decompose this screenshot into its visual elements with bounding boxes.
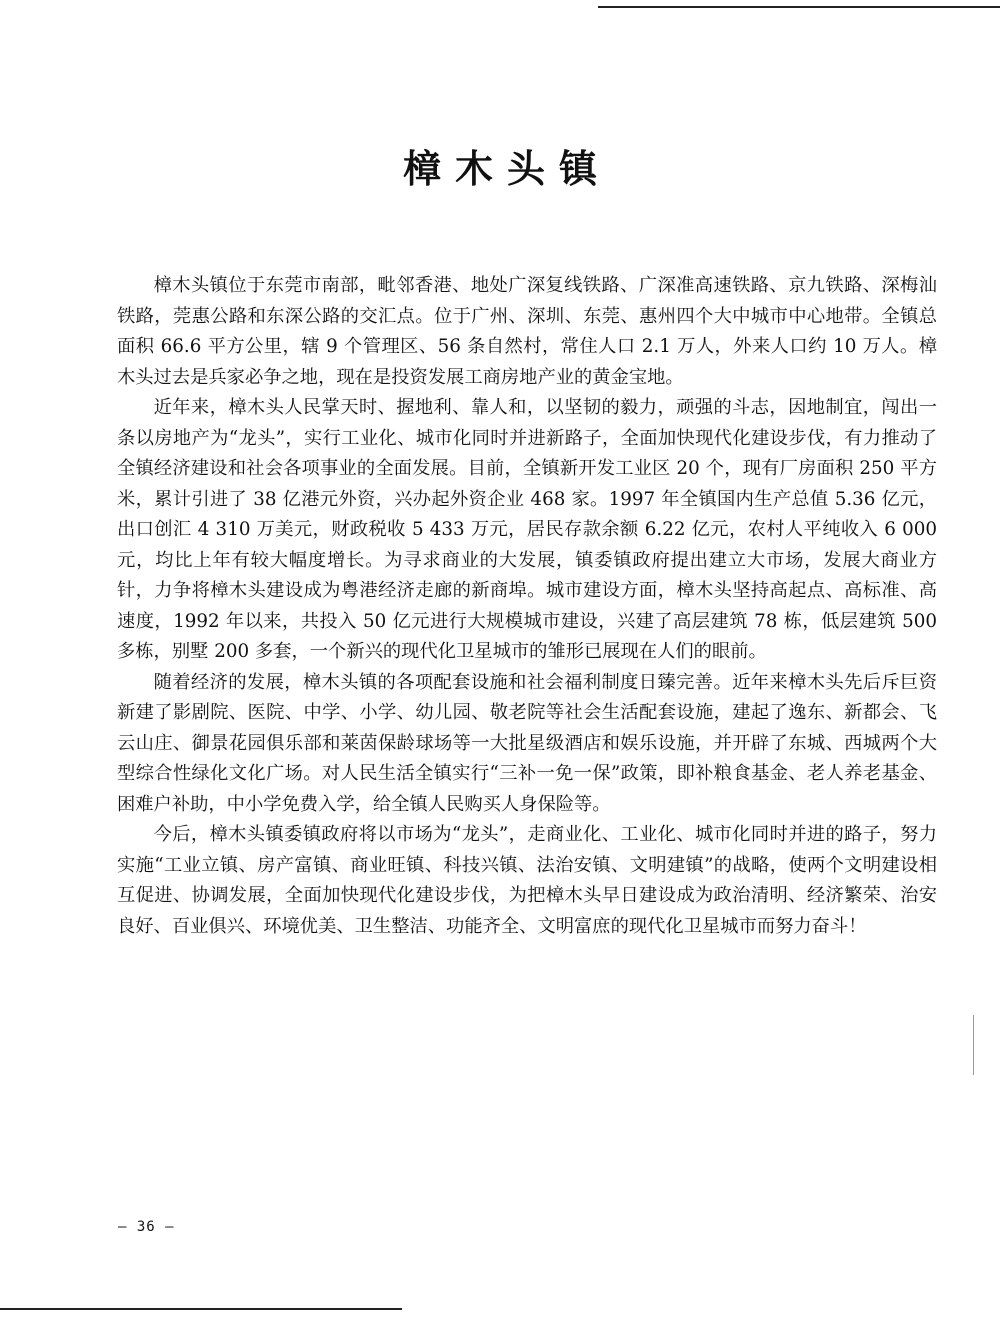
paragraph-2: 近年来，樟木头人民掌天时、握地利、靠人和，以坚韧的毅力，顽强的斗志，因地制宜，闯出一条以房地产为“龙头”，实行工业化、城市化同时并进新路子，全面加快现代化建设步伐，有力推动了全镇经济建设和社会各项事业的全面发展。目前，全镇新开发工业区 20 个，现有厂房面积 250 平方米，累计引进了 38 亿港元外资，兴办起外资企业 468 家。1997 年全镇国内生产总值 5.36 亿元，出口创汇 4 310 万美元，财政税收 5 433 万元，居民存款余额 6.22 亿元，农村人平纯收入 6 000 元，均比上年有较大幅度增长。为寻求商业的大发展，镇委镇政府提出建立大市场，发展大商业方针，力争将樟木头建设成为粤港经济走廊的新商埠。城市建设方面，樟木头坚持高起点、高标准、高速度，1992 年以来，共投入 50 亿元进行大规模城市建设，兴建了高层建筑 78 栋，低层建筑 500 多栋，别墅 200 多套，一个新兴的现代化卫星城市的雏形已展现在人们的眼前。: [117, 397, 937, 662]
article-body: [117, 271, 937, 942]
page-number: — 36 —: [118, 1219, 175, 1235]
scan-edge-mark: [973, 1015, 974, 1075]
page-title: 樟木头镇: [402, 146, 611, 191]
paragraph-3: 随着经济的发展，樟木头镇的各项配套设施和社会福利制度日臻完善。近年来樟木头先后斥巨资新建了影剧院、医院、中学、小学、幼儿园、敬老院等社会生活配套设施，建起了逸东、新都会、飞云山庄、御景花园俱乐部和莱茵保龄球场等一大批星级酒店和娱乐设施，并开辟了东城、西城两个大型综合性绿化文化广场。对人民生活全镇实行“三补一免一保”政策，即补粮食基金、老人养老基金、困难户补助，中小学免费入学，给全镇人民购买人身保险等。: [117, 671, 937, 815]
paragraph-1: 樟木头镇位于东莞市南部，毗邻香港、地处广深复线铁路、广深准高速铁路、京九铁路、深梅汕铁路，莞惠公路和东深公路的交汇点。位于广州、深圳、东莞、惠州四个大中城市中心地带。全镇总面积 66.6 平方公里，辖 9 个管理区、56 条自然村，常住人口 2.1 万人，外来人口约 10 万人。樟木头过去是兵家必争之地，现在是投资发展工商房地产业的黄金宝地。: [117, 275, 937, 388]
paragraph-4: 今后，樟木头镇委镇政府将以市场为“龙头”，走商业化、工业化、城市化同时并进的路子，努力实施“工业立镇、房产富镇、商业旺镇、科技兴镇、法治安镇、文明建镇”的战略，使两个文明建设相互促进、协调发展，全面加快现代化建设步伐，为把樟木头早日建设成为政治清明、经济繁荣、治安良好、百业俱兴、环境优美、卫生整洁、功能齐全、文明富庶的现代化卫星城市而努力奋斗！: [117, 824, 937, 937]
bottom-rule: [0, 1308, 402, 1310]
top-rule: [598, 6, 1000, 8]
